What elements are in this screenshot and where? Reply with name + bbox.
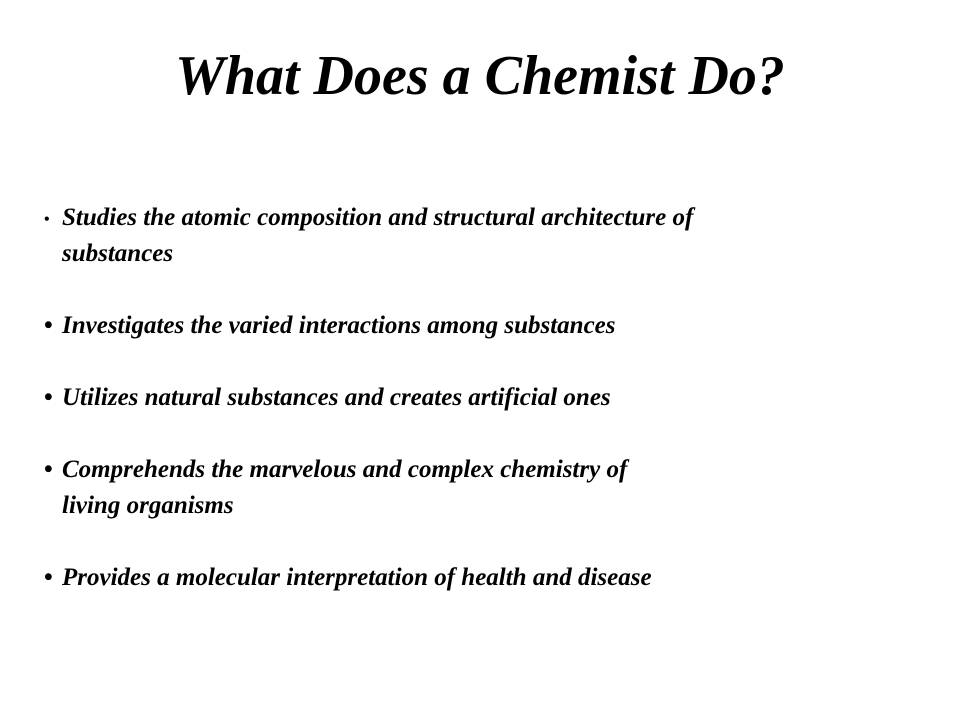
bullet-dot-icon: •: [44, 384, 53, 411]
bullet-text-line1: Studies the atomic composition and structural architecture of: [62, 204, 694, 231]
bullet-item: [44, 452, 924, 524]
bullet-item: [44, 308, 924, 344]
bullet-text-line1: Utilizes natural substances and creates artificial ones: [62, 384, 611, 411]
bullet-text-line1: Provides a molecular interpretation of health and disease: [62, 564, 652, 591]
bullet-text-line1: Investigates the varied interactions among substances: [62, 312, 616, 339]
bullet-item: [44, 380, 924, 416]
slide-title: What Does a Chemist Do?: [175, 45, 785, 107]
bullet-list: [44, 200, 924, 632]
bullet-text-line2: living organisms: [62, 492, 234, 519]
bullet-text-line1: Comprehends the marvelous and complex chemistry of: [62, 456, 628, 483]
bullet-item: [44, 200, 924, 272]
bullet-dot-icon: •: [44, 564, 53, 591]
bullet-dot-icon: •: [44, 211, 50, 228]
bullet-item: [44, 560, 924, 596]
bullet-text-line2: substances: [62, 240, 174, 267]
bullet-dot-icon: •: [44, 312, 53, 339]
bullet-dot-icon: •: [44, 456, 53, 483]
